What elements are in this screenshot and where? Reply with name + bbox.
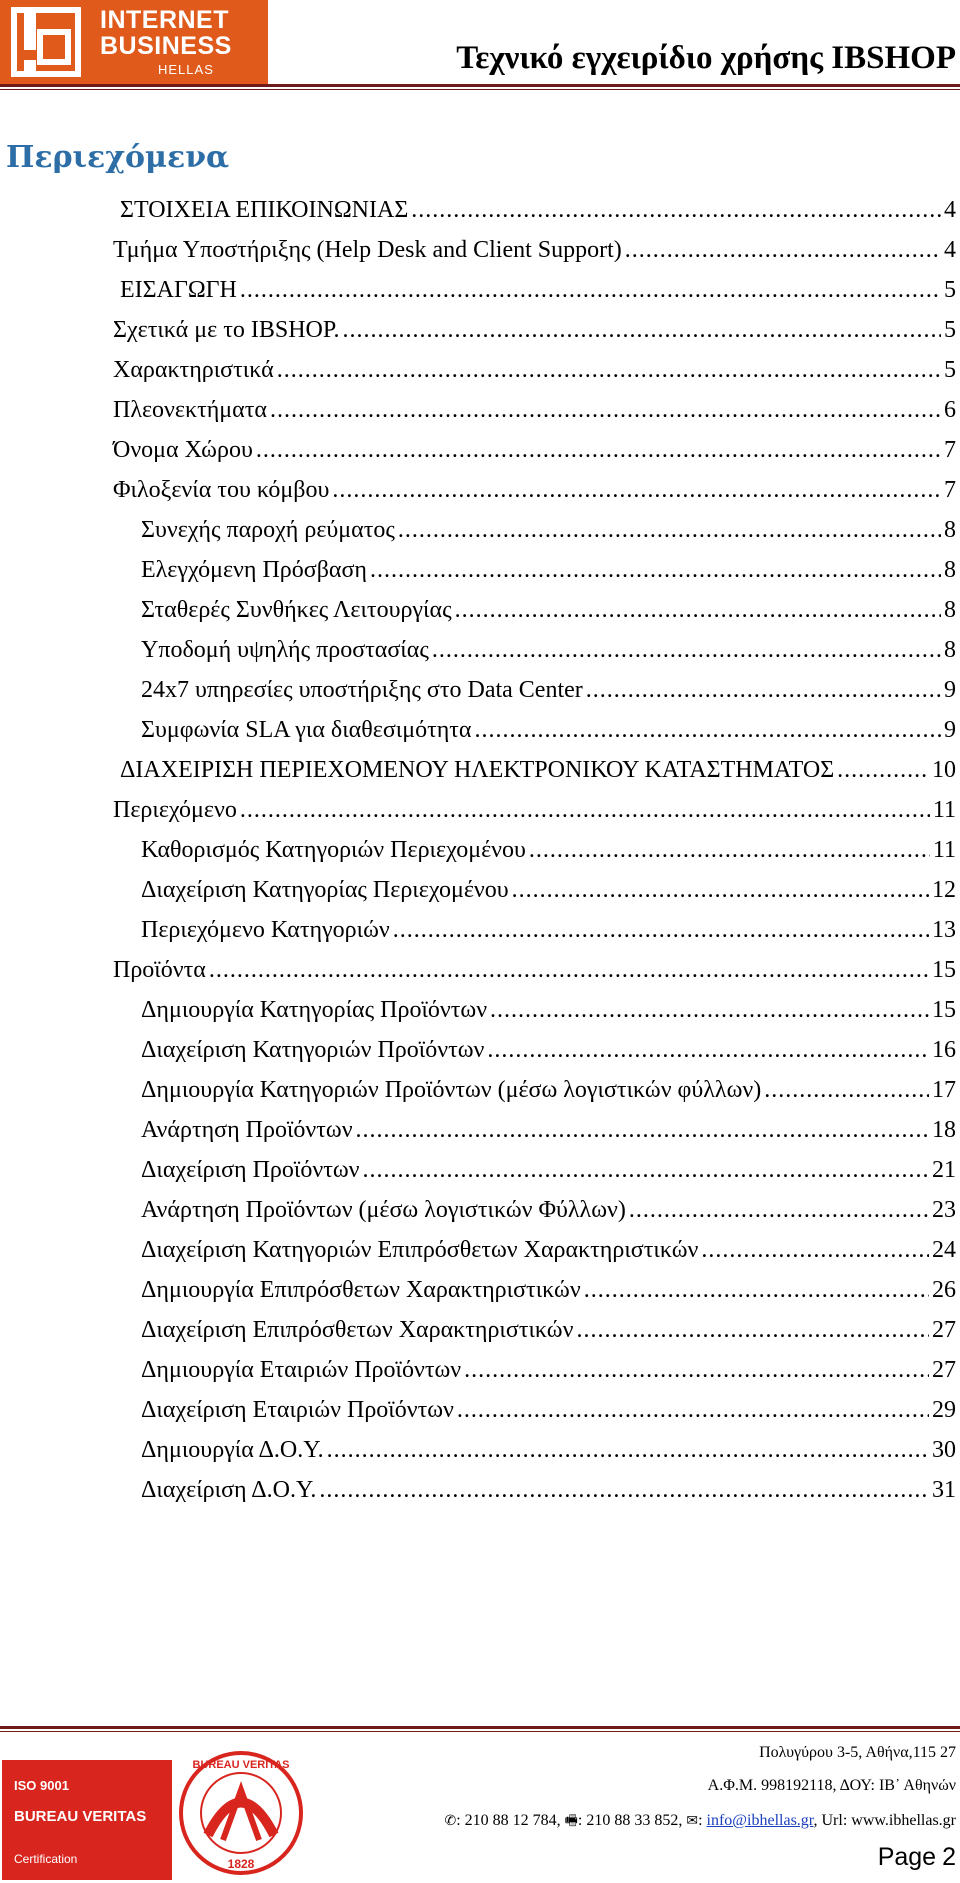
toc-entry-title: Συμφωνία SLA για διαθεσιμότητα xyxy=(141,717,472,743)
toc-entry-leader xyxy=(356,1117,929,1144)
toc-entry-title: ΔΙΑΧΕΙΡΙΣΗ ΠΕΡΙΕΧΟΜΕΝΟΥ ΗΛΕΚΤΡΟΝΙΚΟΥ ΚΑΤΑΣΤΗΜΑΤΟΣ xyxy=(120,757,835,783)
toc-entry-page: 4 xyxy=(944,237,956,263)
toc-entry-page: 21 xyxy=(932,1157,956,1183)
toc-entry-page: 4 xyxy=(944,197,956,223)
toc-entry-page: 31 xyxy=(932,1477,956,1503)
toc-entry-title: Φιλοξενία του κόμβου xyxy=(113,477,330,503)
toc-entry-page: 5 xyxy=(944,277,956,303)
toc-entry[interactable] xyxy=(141,1317,956,1357)
toc-entry-leader xyxy=(764,1077,929,1104)
toc-entry-title: 24x7 υπηρεσίες υποστήριξης στο Data Center xyxy=(141,677,583,703)
toc-entry-leader xyxy=(629,1197,929,1224)
toc-entry-page: 30 xyxy=(932,1437,956,1463)
toc-entry-title: ΕΙΣΑΓΩΓΗ xyxy=(120,277,237,303)
bureau-veritas-iso-badge xyxy=(2,1760,172,1880)
toc-entry[interactable] xyxy=(141,997,956,1037)
toc-entry-page: 9 xyxy=(944,677,956,703)
page-number xyxy=(872,1843,956,1872)
toc-entry-leader xyxy=(277,357,941,384)
toc-entry-leader xyxy=(343,317,941,344)
toc-entry-title: Συνεχής παροχή ρεύματος xyxy=(141,517,395,543)
toc-entry[interactable] xyxy=(113,317,956,357)
toc-entry-leader xyxy=(529,837,930,864)
toc-entry-title: Ανάρτηση Προϊόντων xyxy=(141,1117,353,1143)
toc-entry[interactable] xyxy=(141,1437,956,1477)
toc-entry[interactable] xyxy=(141,1197,956,1237)
toc-entry[interactable] xyxy=(113,797,956,837)
email-link[interactable]: info@ibhellas.gr xyxy=(706,1812,814,1829)
toc-entry-title: Διαχείριση Δ.Ο.Υ. xyxy=(141,1477,317,1503)
toc-entry-page: 11 xyxy=(932,797,956,823)
fax-icon: 🖷 xyxy=(564,1813,578,1829)
toc-entry-title: ΣΤΟΙΧΕΙΑ ΕΠΙΚΟΙΝΩΝΙΑΣ xyxy=(120,197,409,223)
toc-entry-page: 6 xyxy=(944,397,956,423)
toc-entry-page: 8 xyxy=(944,517,956,543)
toc-entry[interactable] xyxy=(141,717,956,757)
phone-text: : 210 88 12 784, xyxy=(456,1812,561,1829)
toc-entry-leader xyxy=(370,557,941,584)
toc-entry-title: Δημιουργία Επιπρόσθετων Χαρακτηριστικών xyxy=(141,1277,581,1303)
toc-entry-page: 26 xyxy=(932,1277,956,1303)
toc-entry[interactable] xyxy=(120,197,956,237)
toc-entry[interactable] xyxy=(141,1477,956,1517)
toc-entry-page: 9 xyxy=(944,717,956,743)
bv-certification: Certification xyxy=(14,1852,78,1866)
toc-entry-page: 8 xyxy=(944,637,956,663)
toc-entry-title: Ελεγχόμενη Πρόσβαση xyxy=(141,557,367,583)
toc-heading: Περιεχόμενα xyxy=(6,140,230,175)
toc-entry[interactable] xyxy=(141,1157,956,1197)
toc-entry[interactable] xyxy=(120,757,956,797)
bureau-veritas-seal-icon xyxy=(178,1750,304,1876)
footer-divider xyxy=(0,1726,960,1729)
email-icon: ✉ xyxy=(686,1813,699,1829)
toc-entry-title: Ανάρτηση Προϊόντων (μέσω λογιστικών Φύλλων) xyxy=(141,1197,626,1223)
seal-year: 1828 xyxy=(227,1857,255,1871)
toc-entry-leader xyxy=(584,1277,929,1304)
ib-logo-mark-icon xyxy=(10,6,82,78)
toc-entry-title: Διαχείριση Κατηγοριών Προϊόντων xyxy=(141,1037,485,1063)
toc-entry-page: 11 xyxy=(932,837,956,863)
toc-entry-page: 5 xyxy=(944,357,956,383)
toc-entry[interactable] xyxy=(113,477,956,517)
toc-entry-page: 27 xyxy=(932,1357,956,1383)
toc-entry[interactable] xyxy=(141,917,956,957)
toc-entry[interactable] xyxy=(141,837,956,877)
toc-entry-leader xyxy=(240,277,941,304)
toc-entry-leader xyxy=(362,1157,929,1184)
toc-entry-title: Χαρακτηριστικά xyxy=(113,357,274,383)
toc-entry-leader xyxy=(837,757,929,784)
toc-entry-title: Καθορισμός Κατηγοριών Περιεχομένου xyxy=(141,837,526,863)
toc-entry-page: 18 xyxy=(932,1117,956,1143)
toc-entry-leader xyxy=(332,477,941,504)
toc-entry-title: Τμήμα Υποστήριξης (Help Desk and Client Support) xyxy=(113,237,622,263)
fax-text: : 210 88 33 852, xyxy=(577,1812,683,1829)
toc-entry-leader xyxy=(487,1037,929,1064)
toc-entry-leader xyxy=(432,637,941,664)
toc-entry[interactable] xyxy=(113,957,956,997)
toc-entry-title: Προϊόντα xyxy=(113,957,206,983)
header-divider-thin xyxy=(0,89,960,90)
footer-tax-info: Α.Φ.Μ. 998192118, ΔΟΥ: ΙΒ᾽ Αθηνών xyxy=(707,1777,956,1794)
toc-entry-leader xyxy=(701,1237,929,1264)
header-divider xyxy=(0,84,960,87)
toc-entry-leader xyxy=(576,1317,929,1344)
toc-entry[interactable] xyxy=(141,1397,956,1437)
toc-entry-title: Διαχείριση Επιπρόσθετων Χαρακτηριστικών xyxy=(141,1317,574,1343)
toc-entry[interactable] xyxy=(141,1117,956,1157)
toc-entry[interactable] xyxy=(141,1237,956,1277)
toc-entry[interactable] xyxy=(141,877,956,917)
iso-label: ISO 9001 xyxy=(14,1778,69,1793)
toc-entry-page: 15 xyxy=(932,997,956,1023)
toc-entry-title: Διαχείριση Κατηγοριών Επιπρόσθετων Χαρακτηριστικών xyxy=(141,1237,699,1263)
toc-entry[interactable] xyxy=(113,357,956,397)
toc-entry[interactable] xyxy=(113,237,956,277)
toc-entry-page: 12 xyxy=(932,877,956,903)
toc-entry[interactable] xyxy=(141,677,956,717)
toc-entry-page: 7 xyxy=(944,477,956,503)
toc-entry-title: Περιεχόμενο Κατηγοριών xyxy=(141,917,390,943)
toc-entry-page: 17 xyxy=(932,1077,956,1103)
toc-entry[interactable] xyxy=(141,557,956,597)
toc-entry-page: 29 xyxy=(932,1397,956,1423)
toc-entry-leader xyxy=(270,397,941,424)
toc-entry-leader xyxy=(625,237,941,264)
toc-entry-page: 13 xyxy=(932,917,956,943)
toc-entry-page: 5 xyxy=(944,317,956,343)
toc-entry-page: 27 xyxy=(932,1317,956,1343)
seal-top-text: BUREAU VERITAS xyxy=(192,1759,290,1771)
toc-entry-title: Όνομα Χώρου xyxy=(113,437,253,463)
toc-entry-page: 7 xyxy=(944,437,956,463)
toc-entry[interactable] xyxy=(141,637,956,677)
toc-entry-title: Σταθερές Συνθήκες Λειτουργίας xyxy=(141,597,452,623)
toc-entry-title: Διαχείριση Εταιριών Προϊόντων xyxy=(141,1397,454,1423)
toc-entry-leader xyxy=(411,197,941,224)
toc-entry-title: Δημιουργία Κατηγοριών Προϊόντων (μέσω λογιστικών φύλλων) xyxy=(141,1077,762,1103)
toc-entry-title: Διαχείριση Κατηγορίας Περιεχομένου xyxy=(141,877,509,903)
footer-divider-thin xyxy=(0,1731,960,1732)
toc-entry-title: Υποδομή υψηλής προστασίας xyxy=(141,637,429,663)
toc-entry[interactable] xyxy=(141,517,956,557)
toc-entry[interactable] xyxy=(113,397,956,437)
toc-entry-title: Δημιουργία Δ.Ο.Υ. xyxy=(141,1437,324,1463)
toc-entry-page: 23 xyxy=(932,1197,956,1223)
toc-entry[interactable] xyxy=(141,1357,956,1397)
bv-name: BUREAU VERITAS xyxy=(14,1808,147,1825)
phone-icon: ✆ xyxy=(444,1813,457,1829)
toc-entry-leader xyxy=(209,957,929,984)
toc-entry-title: Σχετικά με το IBSHOP. xyxy=(113,317,340,343)
email-prefix: : xyxy=(698,1812,703,1829)
page-header xyxy=(0,0,960,96)
toc-entry[interactable] xyxy=(113,437,956,477)
toc-entry-page: 15 xyxy=(932,957,956,983)
url-text: , Url: www.ibhellas.gr xyxy=(813,1812,956,1829)
toc-entry-leader xyxy=(398,517,941,544)
toc-entry-leader xyxy=(475,717,942,744)
logo-line-internet: INTERNET xyxy=(100,6,229,34)
document-title: Τεχνικό εγχειρίδιο χρήσης IBSHOP xyxy=(456,40,956,76)
toc-entry[interactable] xyxy=(141,597,956,637)
logo-line-business: BUSINESS xyxy=(100,32,232,60)
toc-entry-leader xyxy=(490,997,929,1024)
toc-entry[interactable] xyxy=(120,277,956,317)
toc-entry-page: 16 xyxy=(932,1037,956,1063)
toc-entry-title: Πλεονεκτήματα xyxy=(113,397,267,423)
ibhellas-logo xyxy=(0,0,268,84)
toc-entry-leader xyxy=(464,1357,929,1384)
toc-entry-leader xyxy=(512,877,929,904)
toc-entry-leader xyxy=(457,1397,929,1424)
toc-entry-leader xyxy=(256,437,941,464)
toc-entry-title: Δημιουργία Κατηγορίας Προϊόντων xyxy=(141,997,488,1023)
toc-entry-leader xyxy=(327,1437,929,1464)
toc-entry-title: Δημιουργία Εταιριών Προϊόντων xyxy=(141,1357,462,1383)
toc-entry-page: 8 xyxy=(944,597,956,623)
footer-contacts xyxy=(444,1810,956,1834)
toc-entry[interactable] xyxy=(141,1277,956,1317)
page-number-value: 2 xyxy=(942,1843,956,1871)
toc-entry-page: 8 xyxy=(944,557,956,583)
toc-entry[interactable] xyxy=(141,1037,956,1077)
logo-line-hellas: HELLAS xyxy=(158,62,214,77)
toc-entry-page: 10 xyxy=(932,757,956,783)
toc-entry-title: Διαχείριση Προϊόντων xyxy=(141,1157,360,1183)
toc-entry-leader xyxy=(586,677,941,704)
toc-entry-leader xyxy=(393,917,929,944)
toc-entry[interactable] xyxy=(141,1077,956,1117)
toc-entry-page: 24 xyxy=(932,1237,956,1263)
toc-entry-leader xyxy=(455,597,941,624)
page-label: Page xyxy=(877,1843,937,1871)
footer-address: Πολυγύρου 3-5, Αθήνα,115 27 xyxy=(759,1744,956,1761)
toc-entry-leader xyxy=(319,1477,929,1504)
toc-entry-leader xyxy=(240,797,930,824)
toc-entry-title: Περιεχόμενο xyxy=(113,797,237,823)
